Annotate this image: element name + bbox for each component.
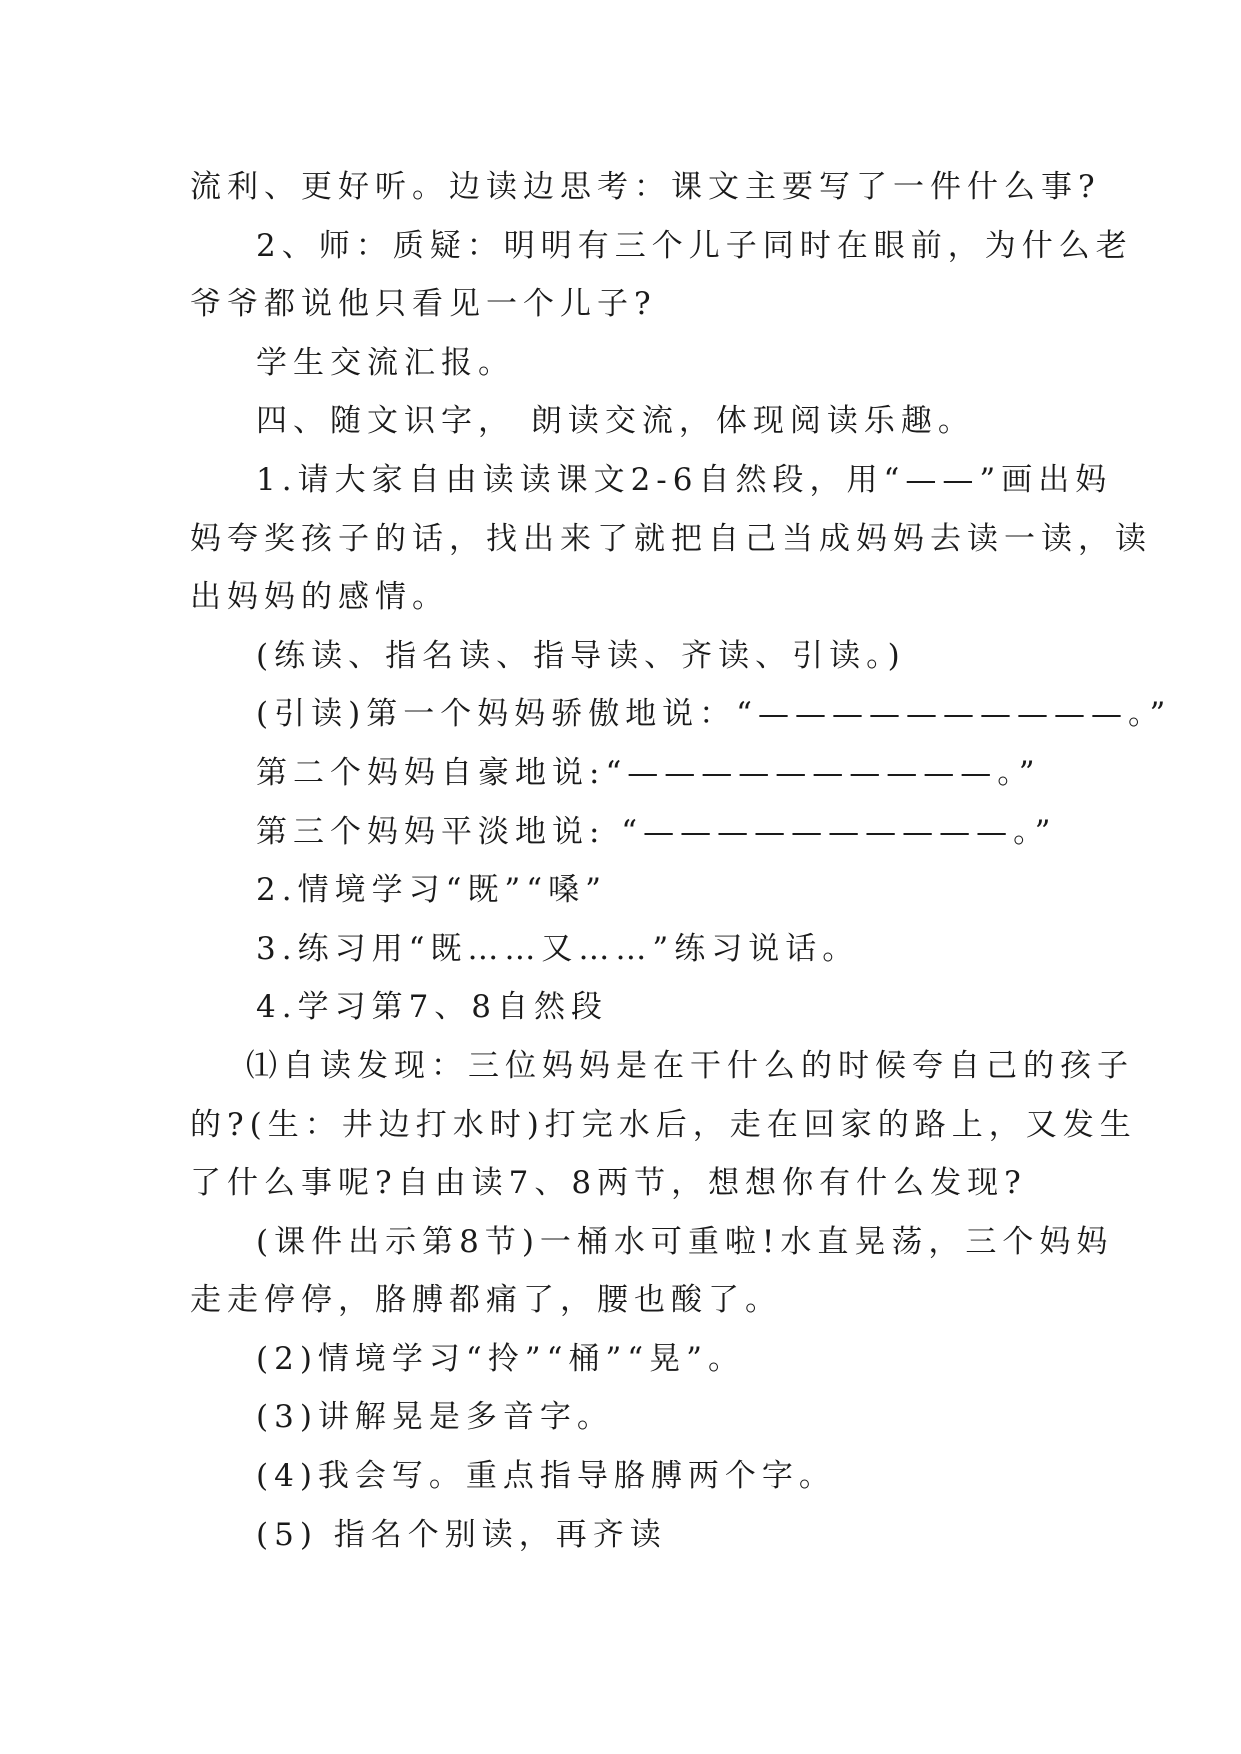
text-line-3: 爷爷都说他只看见一个儿子? [190,286,657,323]
text-line-15: 4.学习第7、8自然段 [256,989,609,1026]
text-line-12: 第三个妈妈平淡地说: “——————————。” [256,813,1057,850]
text-line-9: (练读、指名读、指导读、齐读、引读。) [256,637,906,674]
section-heading-4: 四、随文识字， 朗读交流，体现阅读乐趣。 [256,403,975,440]
text-line-11: 第二个妈妈自豪地说:“——————————。” [256,754,1041,791]
text-line-21: (2)情境学习“拎”“桶”“晃”。 [256,1340,745,1377]
text-line-6: 1.请大家自由读读课文2-6自然段，用“——”画出妈 [256,461,1113,498]
text-line-4: 学生交流汇报。 [256,344,515,381]
text-line-18: 了什么事呢?自由读7、8两节，想想你有什么发现? [190,1165,1027,1202]
text-line-24: (5) 指名个别读，再齐读 [256,1516,667,1553]
text-line-23: (4)我会写。重点指导胳膊两个字。 [256,1458,836,1495]
text-line-8: 出妈妈的感情。 [190,579,449,616]
text-line-13: 2.情境学习“既”“嗓” [256,872,607,909]
text-line-7: 妈夸奖孩子的话，找出来了就把自己当成妈妈去读一读，读 [190,520,1152,557]
text-line-19: (课件出示第8节)一桶水可重啦!水直晃荡，三个妈妈 [256,1223,1114,1260]
text-line-20: 走走停停，胳膊都痛了，腰也酸了。 [190,1282,782,1319]
text-line-14: 3.练习用“既……又……”练习说话。 [256,930,860,967]
text-line-17: 的?(生：井边打水时)打完水后，走在回家的路上，又发生 [190,1106,1137,1143]
text-line-22: (3)讲解晃是多音字。 [256,1399,614,1436]
text-line-1: 流利、更好听。边读边思考：课文主要写了一件什么事? [190,169,1101,205]
text-line-16: ⑴自读发现：三位妈妈是在干什么的时候夸自己的孩子 [246,1047,1134,1084]
text-line-2: 2、师：质疑：明明有三个儿子同时在眼前，为什么老 [256,227,1133,264]
text-line-10: (引读)第一个妈妈骄傲地说：“——————————。” [256,696,1172,733]
body-text [190,158,1172,1564]
